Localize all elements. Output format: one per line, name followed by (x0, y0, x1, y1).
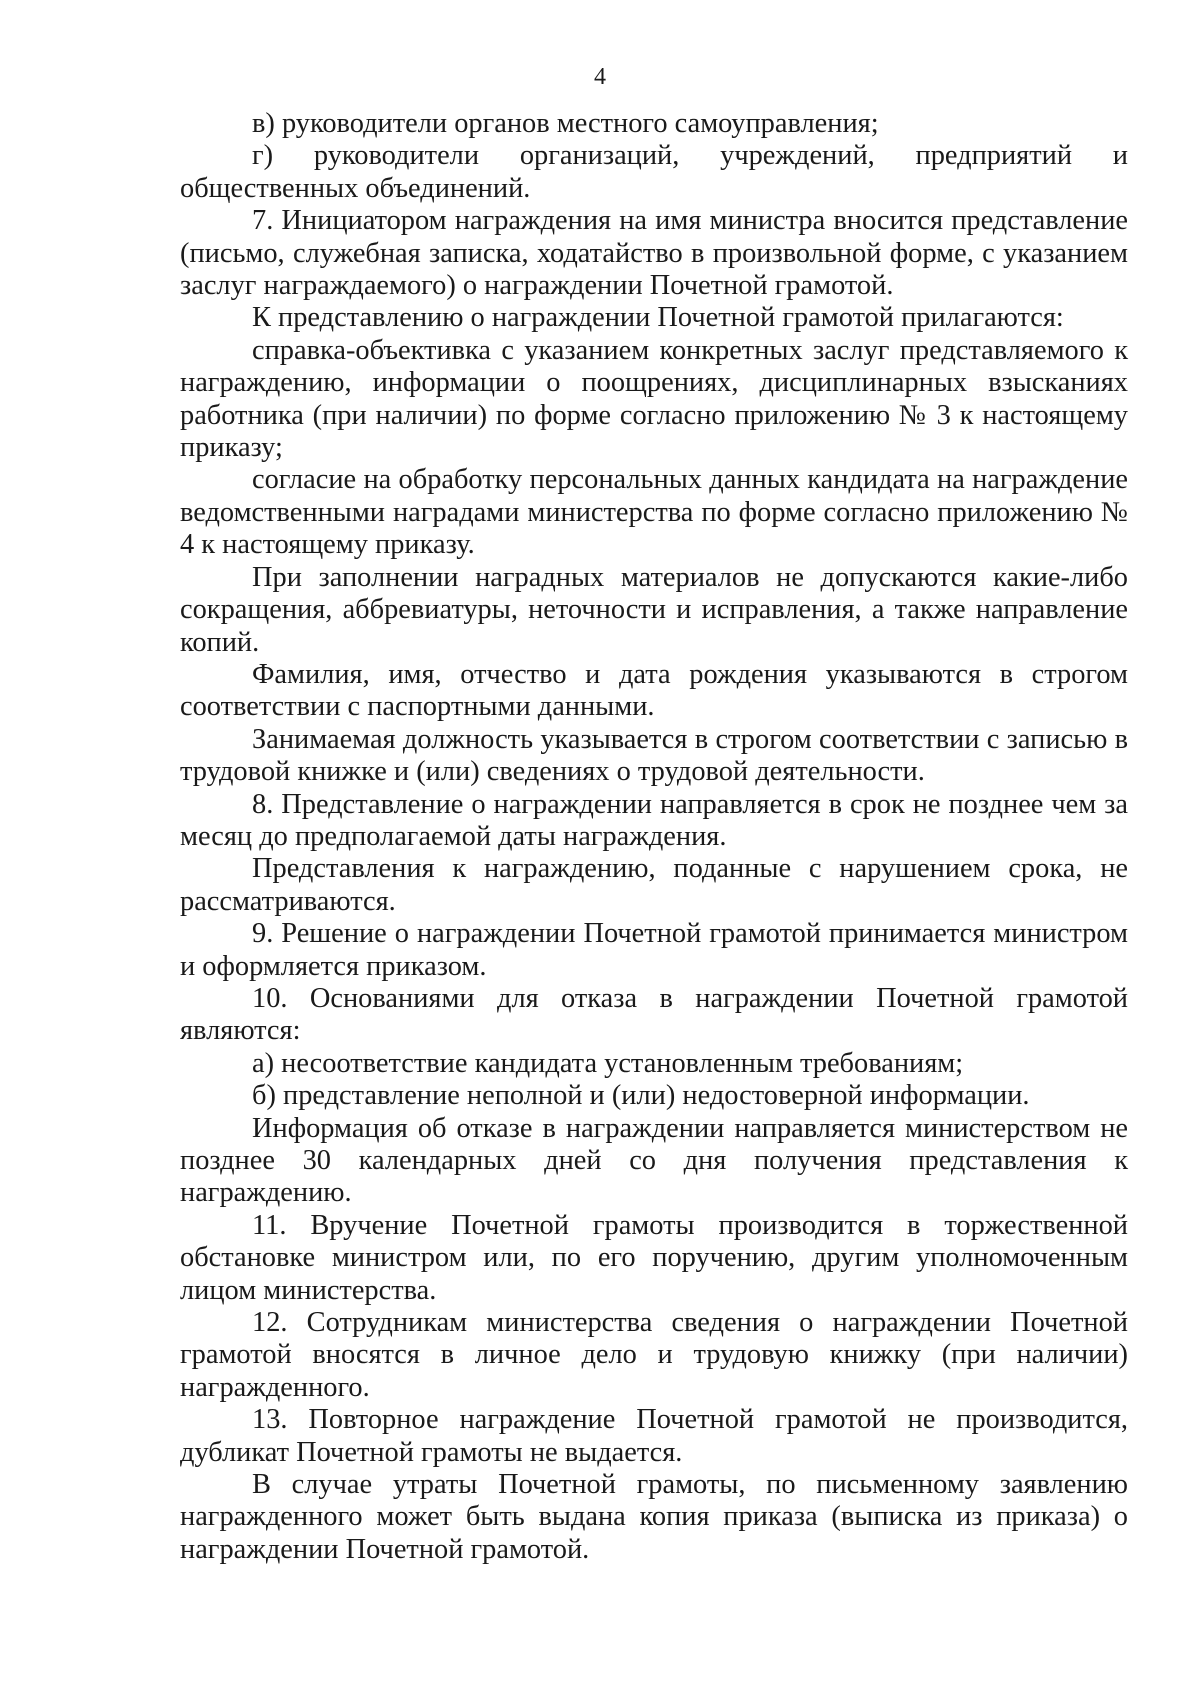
paragraph-clause-8: 8. Представление о награждении направляется в срок не позднее чем за месяц до предполагаемой даты награждения. (180, 788, 1128, 852)
paragraph-item-b: б) представление неполной и (или) недостоверной информации. (252, 1080, 1030, 1112)
document-body (180, 108, 1128, 1566)
paragraph-clause-12: 12. Сотрудникам министерства сведения о награждении Почетной грамотой вносятся в личное дело и трудовую книжку (при наличии) награжденного. (180, 1307, 1128, 1403)
paragraph-attachment-consent: согласие на обработку персональных данных кандидата на награждение ведомственными наградами министерства по форме согласно приложению № 4 к настоящему приказу. (180, 464, 1128, 561)
paragraph-clause-10: 10. Основаниями для отказа в награждении Почетной грамотой являются: (180, 982, 1128, 1047)
paragraph-loss-case: В случае утраты Почетной грамоты, по письменному заявлению награжденного может быть выдана копия приказа (выписка из приказа) о награждении Почетной грамотой. (180, 1469, 1128, 1565)
paragraph-attachment-reference: справка-объективка с указанием конкретных заслуг представляемого к награждению, информации о поощрениях, дисциплинарных взысканиях работника (при наличии) по форме согласно приложению № 3 к настоящему приказу; (180, 334, 1128, 464)
paragraph-item-a: а) несоответствие кандидата установленным требованиям; (252, 1047, 964, 1079)
paragraph-item-v: в) руководители органов местного самоуправления; (252, 108, 879, 139)
paragraph-attachments-intro: К представлению о награждении Почетной грамотой прилагаются: (252, 302, 1064, 334)
paragraph-clause-9: 9. Решение о награждении Почетной грамотой принимается министром и оформляется приказом. (180, 918, 1128, 982)
paragraph-late-submissions: Представления к награждению, поданные с нарушением срока, не рассматриваются. (180, 853, 1128, 917)
paragraph-clause-11: 11. Вручение Почетной грамоты производится в торжественной обстановке министром или, по его поручению, другим уполномоченным лицом министерства. (180, 1209, 1128, 1306)
paragraph-filling-rules: При заполнении наградных материалов не допускаются какие-либо сокращения, аббревиатуры, неточности и исправления, а также направление копий. (180, 561, 1128, 658)
paragraph-name-rules: Фамилия, имя, отчество и дата рождения указываются в строгом соответствии с паспортными данными. (180, 658, 1128, 723)
paragraph-refusal-notice: Информация об отказе в награждении направляется министерством не позднее 30 календарных дней со дня получения представления к награждению. (180, 1112, 1128, 1209)
page-number: 4 (594, 64, 606, 90)
paragraph-position-rules: Занимаемая должность указывается в строгом соответствии с записью в трудовой книжке и (или) сведениях о трудовой деятельности. (180, 723, 1128, 788)
paragraph-item-g: г) руководители организаций, учреждений, предприятий и общественных объединений. (180, 140, 1128, 204)
paragraph-clause-13: 13. Повторное награждение Почетной грамотой не производится, дубликат Почетной грамоты не выдается. (180, 1404, 1128, 1468)
paragraph-clause-7: 7. Инициатором награждения на имя министра вносится представление (письмо, служебная записка, ходатайство в произвольной форме, с указанием заслуг награждаемого) о награждении Почетной грамотой. (180, 205, 1128, 302)
